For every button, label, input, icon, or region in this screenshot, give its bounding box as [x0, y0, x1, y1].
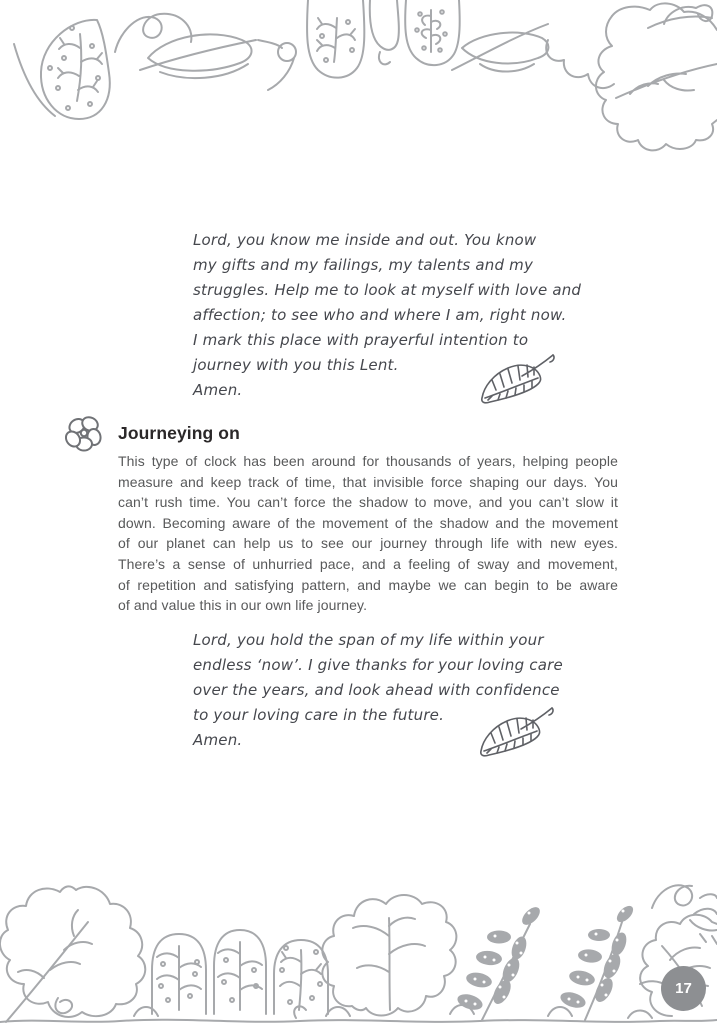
cloud-tree-doodle: [322, 895, 456, 1016]
body-line: of repetition and satisfying pattern, and maybe we can begin to be aware: [118, 576, 618, 593]
prayer-line: Amen.: [193, 381, 243, 399]
loop-doodle: [258, 40, 296, 90]
page-number: 17: [675, 980, 692, 997]
small-pocket-doodle: [370, 0, 399, 64]
body-line: measure and keep track of time, that invisible force shaping our days. You: [118, 473, 618, 490]
bush-doodle: [214, 930, 266, 1014]
crossed-leaf-doodle: [452, 24, 548, 72]
swirl-doodle: [115, 14, 191, 52]
body-line: down. Becoming aware of the movement of the shadow and the movement: [118, 514, 618, 531]
body-line: of and value this in our own life journey.: [118, 597, 368, 614]
prayer-line: journey with you this Lent.: [193, 356, 399, 374]
body-paragraph: [118, 451, 618, 616]
bush-doodle: [152, 934, 206, 1014]
sprig-doodle: [455, 904, 543, 1020]
body-line: There’s a sense of unhurried pace, and a feeling of sway and movement,: [118, 555, 618, 572]
cloud-leaf-doodle: [596, 3, 717, 150]
flower-doodle-icon: [64, 414, 104, 452]
prayer-line: struggles. Help me to look at myself with love and: [193, 281, 582, 299]
body-line: of our planet can help us to see our journey through life with new eyes.: [118, 535, 618, 552]
cloud-tree-doodle: [0, 886, 145, 1022]
bottom-foliage-border: [0, 874, 717, 1024]
prayer-line: affection; to see who and where I am, right now.: [193, 306, 567, 324]
bush-doodle: [274, 940, 328, 1014]
lying-leaf-doodle: [140, 34, 256, 78]
leaf-sketch-icon: [478, 352, 556, 406]
prayer-line: to your loving care in the future.: [193, 706, 445, 724]
top-foliage-border: [0, 0, 717, 155]
prayer-line: my gifts and my failings, my talents and my: [193, 256, 534, 274]
swirl-doodle: [652, 885, 717, 944]
pocket-twig-doodle: [307, 0, 364, 78]
sprig-doodle: [558, 903, 635, 1020]
page-number-badge: [661, 966, 706, 1011]
prayer-line: endless ‘now’. I give thanks for your loving care: [193, 656, 563, 674]
body-line: can’t rush time. You can’t force the shadow to move, and you can’t slow it: [118, 494, 618, 511]
prayer-line: Amen.: [193, 731, 243, 749]
pocket-oakleaf-doodle: [405, 0, 460, 65]
prayer-line: Lord, you hold the span of my life within your: [193, 631, 544, 649]
pod-leaf-doodle: [14, 20, 110, 119]
prayer-line: Lord, you know me inside and out. You know: [193, 231, 537, 249]
body-line: This type of clock has been around for thousands of years, helping people: [118, 453, 618, 469]
leaf-sketch-icon: [477, 705, 555, 759]
prayer-line: over the years, and look ahead with confidence: [193, 681, 560, 699]
scallop-doodle: [546, 40, 614, 88]
prayer-line: I mark this place with prayerful intention to: [193, 331, 529, 349]
section-heading: Journeying on: [118, 423, 240, 443]
